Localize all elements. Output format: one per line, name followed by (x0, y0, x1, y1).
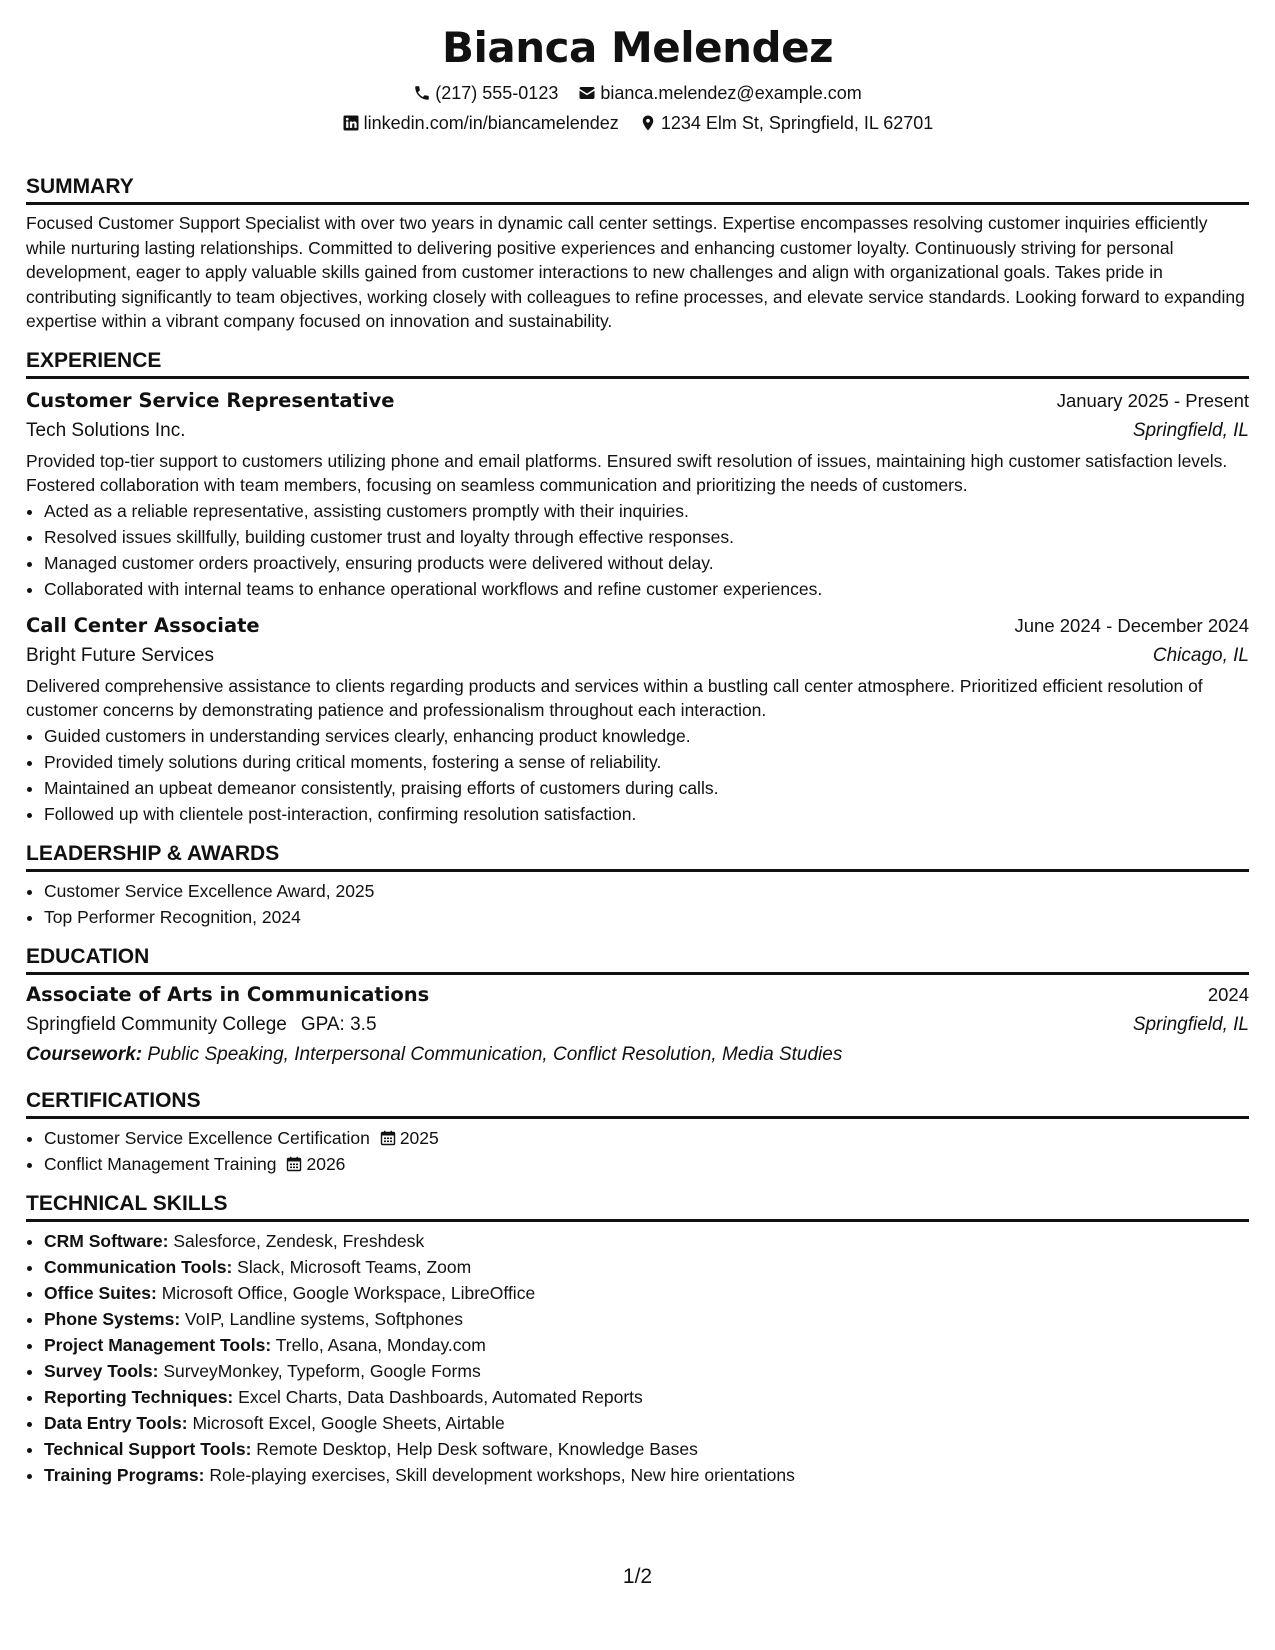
list-item (44, 1436, 1249, 1462)
skill-value: Remote Desktop, Help Desk software, Knowledge Bases (256, 1438, 698, 1459)
list-item (44, 1280, 1249, 1306)
skill-label: Technical Support Tools: (44, 1438, 252, 1459)
skills-heading: TECHNICAL SKILLS (26, 1191, 1249, 1222)
certification-name: Conflict Management Training (44, 1153, 277, 1174)
summary-text: Focused Customer Support Specialist with over two years in dynamic call center settings. Expertise encompasses resolving customer inquiries efficiently while nurturing lasting relationships. Committed to delivering positive experiences and enhancing customer loyalty. Continuously striving for personal development, eager to apply valuable skills gained from customer interactions to new challenges and align with organizational goals. Takes pride in contributing significantly to team objectives, working closely with colleagues to refine processes, and elevate service standards. Looking forward to expanding expertise within a vibrant company focused on innovation and sustainability. (26, 213, 1245, 331)
school-line (26, 1010, 377, 1040)
list-item: • Acted as a reliable representative, assisting customers promptly with their inquiries. (44, 498, 1249, 524)
list-item: • Guided customers in understanding services clearly, enhancing product knowledge. (44, 723, 1249, 749)
list-item (44, 1384, 1249, 1410)
skill-label: CRM Software: (44, 1230, 169, 1251)
list-item (44, 1151, 1249, 1177)
skill-label: Training Programs: (44, 1464, 205, 1485)
skill-label: Survey Tools: (44, 1360, 159, 1381)
job-dates: January 2025 - Present (1056, 389, 1249, 411)
list-item: • Customer Service Excellence Award, 2025 (44, 878, 1249, 904)
job-subheader (26, 416, 1249, 446)
certifications-heading: CERTIFICATIONS (26, 1088, 1249, 1119)
email-address[interactable]: bianca.melendez@example.com (600, 83, 862, 103)
skill-label: Communication Tools: (44, 1256, 233, 1277)
certifications-section (26, 1088, 1249, 1177)
list-item (44, 1125, 1249, 1151)
summary-heading: SUMMARY (26, 174, 1249, 205)
degree-name: Associate of Arts in Communications (26, 982, 430, 1006)
list-item (44, 1358, 1249, 1384)
job-header (26, 610, 1249, 641)
job-description: Delivered comprehensive assistance to clients regarding products and services within a bustling call center atmosphere. Prioritized efficient resolution of customer concerns by demonstrating patience and professionalism throughout each interaction. (26, 675, 1203, 720)
linkedin-contact[interactable] (342, 108, 619, 138)
list-item: • Maintained an upbeat demeanor consistently, praising efforts of customers during calls. (44, 775, 1249, 801)
leadership-heading: LEADERSHIP & AWARDS (26, 841, 1249, 872)
job-dates: June 2024 - December 2024 (1014, 614, 1249, 636)
list-item: • Managed customer orders proactively, ensuring products were delivered without delay. (44, 550, 1249, 576)
job-bullets (26, 498, 1249, 602)
job-entry (26, 385, 1249, 602)
school-name: Springfield Community College (26, 1013, 287, 1035)
list-item: • Collaborated with internal teams to enhance operational workflows and refine customer experiences. (44, 576, 1249, 602)
skill-label: Reporting Techniques: (44, 1386, 234, 1407)
resume-header (26, 0, 1249, 138)
contact-row-primary (26, 78, 1249, 108)
skill-label: Office Suites: (44, 1282, 157, 1303)
list-item (44, 1462, 1249, 1488)
phone-icon (413, 84, 431, 102)
skill-value: Trello, Asana, Monday.com (275, 1334, 486, 1355)
awards-list (26, 878, 1249, 930)
coursework-list: Public Speaking, Interpersonal Communication, Conflict Resolution, Media Studies (147, 1043, 843, 1065)
job-location: Chicago, IL (1152, 644, 1249, 666)
job-bullets (26, 723, 1249, 827)
certifications-list (26, 1125, 1249, 1177)
coursework-label: Coursework: (26, 1043, 143, 1065)
list-item (44, 1306, 1249, 1332)
street-address: 1234 Elm St, Springfield, IL 62701 (660, 113, 934, 133)
leadership-section (26, 841, 1249, 930)
email-contact[interactable] (578, 78, 861, 108)
job-entry (26, 610, 1249, 827)
school-location: Springfield, IL (1132, 1013, 1249, 1035)
skill-value: Excel Charts, Data Dashboards, Automated Reports (238, 1386, 643, 1407)
list-item (44, 1332, 1249, 1358)
experience-section (26, 348, 1249, 827)
degree-header (26, 979, 1249, 1010)
page-number: 1/2 (622, 1565, 653, 1588)
company-name: Bright Future Services (26, 644, 214, 666)
skill-label: Data Entry Tools: (44, 1412, 188, 1433)
certification-year: 2026 (306, 1153, 346, 1174)
list-item: • Resolved issues skillfully, building customer trust and loyalty through effective responses. (44, 524, 1249, 550)
resume-page (26, 0, 1249, 1488)
education-heading: EDUCATION (26, 944, 1249, 975)
school-header (26, 1010, 1249, 1040)
skill-value: Microsoft Excel, Google Sheets, Airtable (192, 1412, 505, 1433)
phone-contact (413, 78, 558, 108)
skills-section (26, 1191, 1249, 1488)
address-contact (639, 108, 934, 138)
company-name: Tech Solutions Inc. (26, 419, 186, 441)
skill-value: VoIP, Landline systems, Softphones (185, 1308, 463, 1329)
job-description: Provided top-tier support to customers utilizing phone and email platforms. Ensured swift resolution of issues, maintaining high customer satisfaction levels. Fostered collaboration with team members, focusing on seamless communication and prioritizing the needs of customers. (26, 450, 1228, 495)
job-header (26, 385, 1249, 416)
list-item: • Provided timely solutions during critical moments, fostering a sense of reliability. (44, 749, 1249, 775)
skill-label: Phone Systems: (44, 1308, 181, 1329)
linkedin-url[interactable]: linkedin.com/in/biancamelendez (363, 113, 619, 133)
list-item: • Top Performer Recognition, 2024 (44, 904, 1249, 930)
envelope-icon (578, 84, 596, 102)
skill-label: Project Management Tools: (44, 1334, 272, 1355)
candidate-name: Bianca Melendez (441, 23, 834, 72)
skills-list (26, 1228, 1249, 1488)
calendar-icon (380, 1130, 396, 1146)
coursework-line (26, 1040, 1249, 1070)
skill-value: Salesforce, Zendesk, Freshdesk (173, 1230, 425, 1251)
certification-year: 2025 (399, 1127, 439, 1148)
job-title: Customer Service Representative (26, 388, 395, 412)
contact-row-secondary (26, 108, 1249, 138)
list-item (44, 1228, 1249, 1254)
summary-section (26, 174, 1249, 334)
certification-name: Customer Service Excellence Certification (44, 1127, 370, 1148)
list-item (44, 1254, 1249, 1280)
job-title: Call Center Associate (26, 613, 260, 637)
skill-value: Role-playing exercises, Skill development workshops, New hire orientations (209, 1464, 795, 1485)
list-item: • Followed up with clientele post-interaction, confirming resolution satisfaction. (44, 801, 1249, 827)
linkedin-icon (342, 114, 360, 132)
skill-value: SurveyMonkey, Typeform, Google Forms (163, 1360, 481, 1381)
graduation-year: 2024 (1207, 983, 1249, 1005)
job-location: Springfield, IL (1132, 419, 1249, 441)
education-section (26, 944, 1249, 1070)
skill-value: Microsoft Office, Google Workspace, LibreOffice (161, 1282, 536, 1303)
skill-value: Slack, Microsoft Teams, Zoom (237, 1256, 472, 1277)
job-subheader (26, 641, 1249, 671)
calendar-icon (286, 1156, 302, 1172)
experience-heading: EXPERIENCE (26, 348, 1249, 379)
gpa: GPA: 3.5 (300, 1013, 377, 1035)
map-pin-icon (639, 114, 657, 132)
list-item (44, 1410, 1249, 1436)
phone-number: (217) 555-0123 (435, 83, 559, 103)
